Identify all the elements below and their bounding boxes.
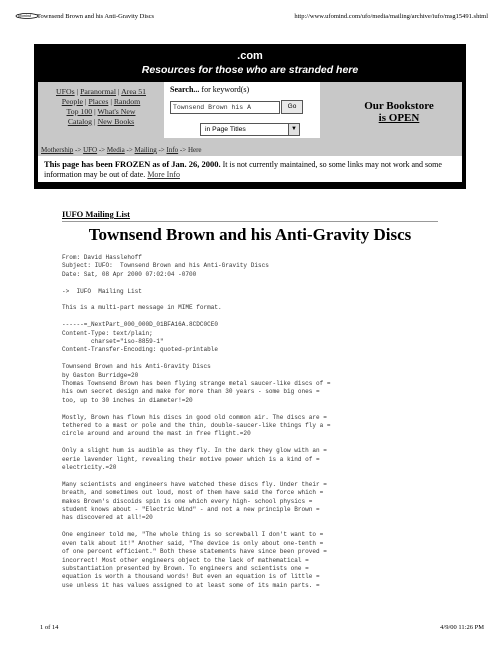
message-line: breath, and sometimes out loud, most of them have said the force which = bbox=[62, 489, 324, 497]
message-line: Thomas Townsend Brown has been flying strange metal saucer-like discs of = bbox=[62, 380, 331, 388]
message-line: use unless it has values assigned to at least some of its main parts. = bbox=[62, 581, 320, 589]
message-line: From: David Hasslehoff bbox=[62, 254, 142, 261]
print-header bbox=[15, 12, 488, 24]
message-line: -> IUFO Mailing List bbox=[62, 287, 142, 295]
search-input[interactable]: Townsend Brown his A bbox=[170, 101, 280, 114]
chevron-down-icon[interactable]: ▼ bbox=[288, 124, 299, 135]
search-scope-select[interactable] bbox=[200, 123, 300, 136]
site-banner bbox=[34, 44, 466, 189]
search-label bbox=[170, 85, 249, 94]
nav-link-whats-new[interactable]: What's New bbox=[97, 107, 136, 116]
nav-link-places[interactable]: Places bbox=[88, 97, 109, 106]
nav-link-people[interactable]: People bbox=[61, 97, 83, 106]
message-line: One engineer told me, "The whole thing is so screwball I don't want to = bbox=[62, 531, 324, 539]
breadcrumb-current: Here bbox=[187, 146, 202, 154]
message-line: his own secret design and make for more than 30 years - some big ones = bbox=[62, 388, 320, 396]
nav-link-new-books[interactable]: New Books bbox=[97, 117, 135, 126]
print-timestamp: 4/9/00 11:26 PM bbox=[440, 624, 484, 631]
message-line bbox=[62, 279, 446, 287]
message-line: by Gaston Burridge=20 bbox=[62, 371, 139, 379]
breadcrumb-separator: -> bbox=[126, 146, 135, 154]
message-line: substantiation presented by Brown. To engineers and scientists one = bbox=[62, 564, 309, 572]
search-box bbox=[164, 82, 320, 138]
message-line: Townsend Brown and his Anti-Gravity Discs bbox=[62, 363, 211, 371]
message-line: circle around and around the mast in free flight.=20 bbox=[62, 430, 251, 438]
message-line bbox=[62, 405, 446, 413]
message-line: makes Brown's discoids spin is one which every high- school physics = bbox=[62, 497, 313, 505]
nav-separator: | bbox=[84, 97, 87, 106]
breadcrumb-media[interactable]: Media bbox=[106, 146, 125, 154]
message-line: Content-Type: text/plain; bbox=[62, 329, 153, 337]
more-info-link[interactable]: More Info bbox=[147, 170, 180, 179]
bookstore-line2[interactable]: is OPEN bbox=[378, 112, 420, 124]
bookstore-promo[interactable] bbox=[344, 100, 454, 124]
message-body bbox=[62, 254, 446, 590]
search-scope-value: in Page Titles bbox=[205, 126, 246, 133]
nav-links bbox=[40, 87, 162, 127]
breadcrumb bbox=[41, 146, 202, 154]
breadcrumb-ufo[interactable]: UFO bbox=[83, 146, 98, 154]
message-line: Content-Transfer-Encoding: quoted-printable bbox=[62, 346, 219, 354]
bookstore-line1: Our Bookstore bbox=[364, 100, 434, 112]
frozen-notice bbox=[38, 156, 462, 182]
page-count: 1 of 14 bbox=[40, 624, 59, 631]
message-line: too, up to 30 inches in diameter!=20 bbox=[62, 396, 193, 404]
breadcrumb-separator: -> bbox=[179, 146, 188, 154]
search-label-rest: for keyword(s) bbox=[201, 85, 250, 94]
nav-row bbox=[40, 97, 162, 107]
nav-separator: | bbox=[110, 97, 112, 106]
message-line: equation is worth a thousand words! But even an equation is of little = bbox=[62, 573, 320, 581]
banner-panel bbox=[38, 82, 462, 167]
message-line bbox=[62, 439, 446, 447]
svg-text:ufomind: ufomind bbox=[18, 13, 32, 19]
nav-link-catalog[interactable]: Catalog bbox=[67, 117, 93, 126]
search-label-bold: Search... bbox=[170, 85, 200, 94]
nav-link-ufos[interactable]: UFOs bbox=[55, 87, 75, 96]
nav-separator: | bbox=[94, 107, 96, 116]
nav-row bbox=[40, 117, 162, 127]
message-line: eerie lavender light, revealing their motive power which is a kind of = bbox=[62, 455, 320, 463]
frozen-notice-text bbox=[44, 159, 458, 180]
ufomind-logo-icon bbox=[15, 11, 39, 20]
mailing-list-link[interactable]: IUFO Mailing List bbox=[62, 209, 131, 219]
message-line: This is a multi-part message in MIME format. bbox=[62, 304, 222, 312]
message-line: electricity.=20 bbox=[62, 464, 117, 472]
message-line: charset="iso-8859-1" bbox=[62, 338, 164, 346]
frozen-notice-rest: It is not currently maintained, so some links may not work and some information may be out of date. bbox=[44, 160, 442, 179]
breadcrumb-mothership[interactable]: Mothership bbox=[41, 146, 74, 154]
message-line: incorrect! Most other engineers object to the lack of mathematical = bbox=[62, 556, 309, 564]
message-line: tethered to a mast or pole and the thin, double-saucer-like things fly a = bbox=[62, 422, 331, 430]
nav-row bbox=[40, 107, 162, 117]
banner-tagline: Resources for those who are stranded here bbox=[141, 64, 359, 76]
message-line bbox=[62, 313, 446, 321]
message-line: even talk about it!" Another said, "The device is only about one-tenth = bbox=[62, 539, 324, 547]
message-line: Subject: IUFO: Townsend Brown and his Anti-Gravity Discs bbox=[62, 262, 269, 270]
breadcrumb-separator: -> bbox=[75, 146, 84, 154]
nav-link-top100[interactable]: Top 100 bbox=[66, 107, 93, 116]
print-url: http://www.ufomind.com/ufo/media/mailing/archive/iufo/msg15491.shtml bbox=[294, 13, 488, 20]
message-line: Date: Sat, 08 Apr 2000 07:02:04 -0700 bbox=[62, 270, 197, 278]
message-line bbox=[62, 355, 446, 363]
message-line bbox=[62, 472, 446, 480]
banner-domain: .com bbox=[237, 50, 263, 62]
nav-separator: | bbox=[94, 117, 96, 126]
message-line bbox=[62, 523, 446, 531]
message-line: ------=_NextPart_000_000D_01BFA16A.8CDC0CE0 bbox=[62, 321, 219, 329]
breadcrumb-separator: -> bbox=[98, 146, 107, 154]
breadcrumb-info[interactable]: Info bbox=[166, 146, 179, 154]
message-line: of one percent efficient." Both these statements have since been proved = bbox=[62, 548, 327, 556]
nav-separator: | bbox=[118, 87, 120, 96]
breadcrumb-separator: -> bbox=[158, 146, 167, 154]
frozen-notice-bold: This page has been FROZEN as of Jan. 26, 2000. bbox=[44, 159, 221, 169]
nav-link-area51[interactable]: Area 51 bbox=[121, 87, 146, 96]
print-doc-title: Townsend Brown and his Anti-Gravity Discs bbox=[37, 13, 155, 20]
message-line bbox=[62, 296, 446, 304]
go-button[interactable]: Go bbox=[281, 100, 303, 114]
nav-link-random[interactable]: Random bbox=[113, 97, 141, 106]
divider bbox=[62, 221, 438, 222]
nav-separator: | bbox=[76, 87, 79, 96]
message-line: has discovered at all!=20 bbox=[62, 514, 153, 522]
message-line: student knows about - "Electric Wind" - and not a new principle Brown = bbox=[62, 506, 320, 514]
nav-link-paranormal[interactable]: Paranormal bbox=[80, 87, 117, 96]
message-line: Mostly, Brown has flown his discs in good old common air. The discs are = bbox=[62, 413, 327, 421]
page-title: Townsend Brown and his Anti-Gravity Discs bbox=[88, 225, 412, 244]
nav-row bbox=[40, 87, 162, 97]
message-line: Only a slight hum is audible as they fly. In the dark they glow with an = bbox=[62, 447, 327, 455]
breadcrumb-mailing[interactable]: Mailing bbox=[134, 146, 157, 154]
message-line: Many scientists and engineers have watched these discs fly. Under their = bbox=[62, 480, 327, 488]
